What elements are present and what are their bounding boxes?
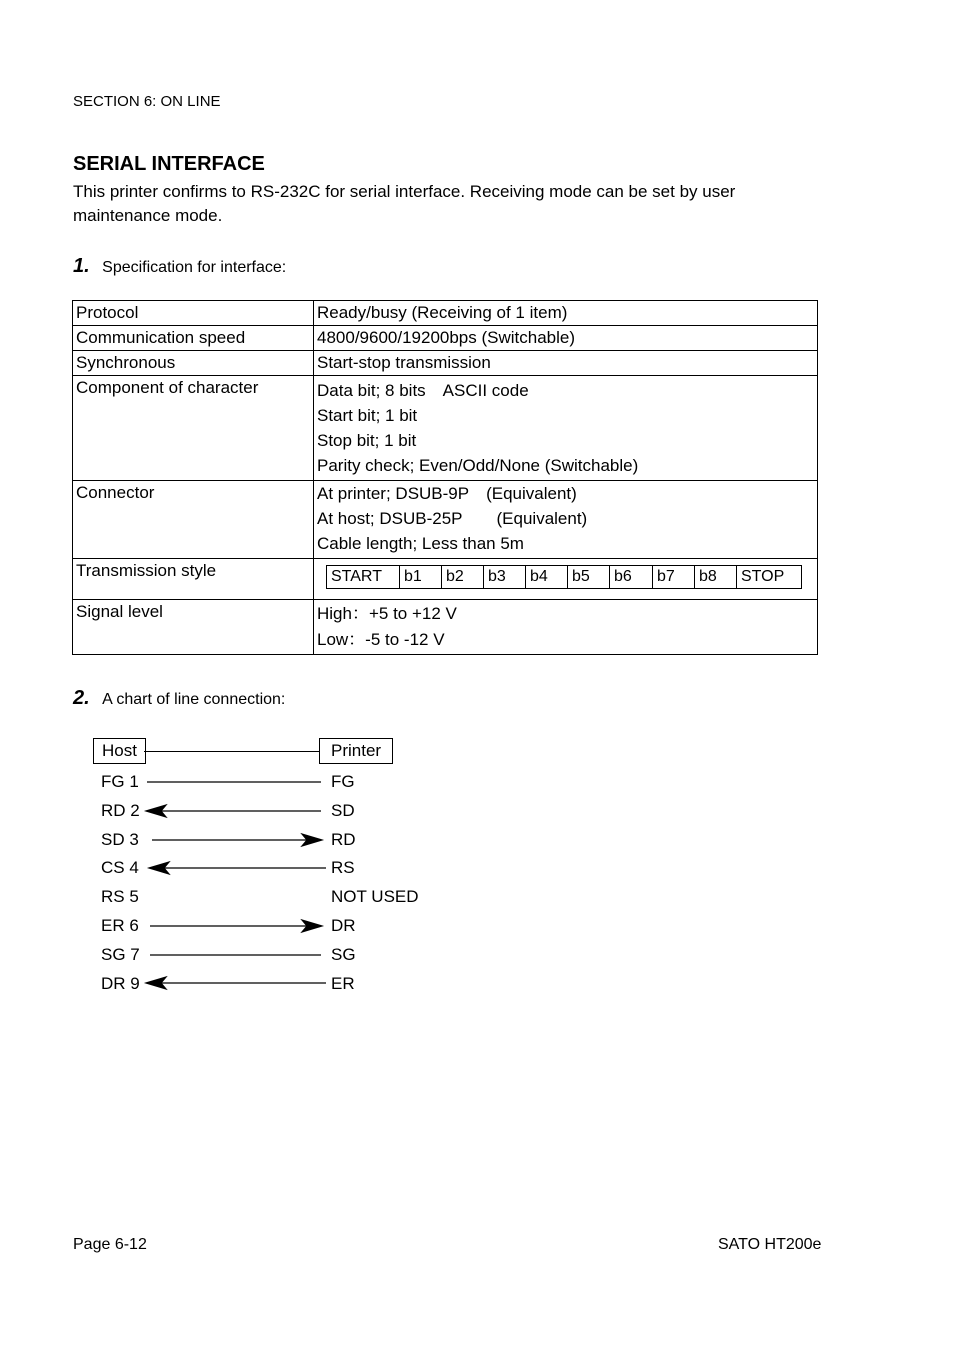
bit-cell: b2: [442, 566, 484, 588]
step-1-number: 1.: [73, 255, 90, 277]
component-label: Component of character: [73, 376, 314, 481]
host-pin: RD 2: [101, 801, 140, 820]
printer-box: Printer: [319, 738, 393, 764]
sync-value: Start-stop transmission: [314, 351, 818, 376]
printer-pin: FG: [331, 772, 355, 791]
component-line: Data bit; 8 bits ASCII code: [317, 381, 529, 400]
connector-label: Connector: [73, 481, 314, 559]
printer-pin: SD: [331, 801, 355, 820]
host-box: Host: [93, 738, 146, 764]
printer-pin: ER: [331, 974, 355, 993]
bit-cell: b6: [610, 566, 653, 588]
step-1-text: Specification for interface:: [102, 259, 287, 276]
host-pin: SG 7: [101, 945, 140, 964]
page-title: SERIAL INTERFACE: [73, 153, 265, 175]
printer-pin: RD: [331, 830, 356, 849]
page-number: Page 6-12: [73, 1236, 147, 1253]
host-pin: RS 5: [101, 887, 139, 906]
speed-label: Communication speed: [73, 326, 314, 351]
host-pin: ER 6: [101, 916, 139, 935]
host-pin: FG 1: [101, 772, 139, 791]
step-2-number: 2.: [73, 687, 90, 709]
protocol-label: Protocol: [73, 301, 314, 326]
protocol-value: Ready/busy (Receiving of 1 item): [314, 301, 818, 326]
printer-pin: DR: [331, 916, 356, 935]
component-line: Stop bit; 1 bit: [317, 431, 417, 450]
transmission-label: Transmission style: [73, 559, 314, 600]
section-header: SECTION 6: ON LINE: [73, 93, 221, 110]
connector-line: At printer; DSUB-9P (Equivalent): [317, 484, 577, 503]
bit-cell: b3: [484, 566, 526, 588]
bit-cell: b8: [695, 566, 737, 588]
component-line: Start bit; 1 bit: [317, 406, 418, 425]
connector-line: Cable length; Less than 5m: [317, 534, 524, 553]
host-pin: DR 9: [101, 974, 140, 993]
printer-pin: NOT USED: [331, 887, 419, 906]
printer-pin: RS: [331, 858, 355, 877]
sync-label: Synchronous: [73, 351, 314, 376]
signal-line: High：+5 to +12 V: [317, 604, 457, 623]
product-name: SATO HT200e: [718, 1236, 822, 1253]
bit-cell: b4: [526, 566, 568, 588]
speed-value: 4800/9600/19200bps (Switchable): [314, 326, 818, 351]
bit-cell: b7: [653, 566, 695, 588]
component-line: Parity check; Even/Odd/None (Switchable): [317, 456, 639, 475]
intro-paragraph: This printer confirms to RS-232C for serial interface. Receiving mode can be set by user maintenance mode.: [73, 182, 736, 225]
step-2-text: A chart of line connection:: [102, 691, 286, 708]
signal-label: Signal level: [73, 600, 314, 655]
bit-cell: b1: [400, 566, 442, 588]
bit-cell: STOP: [741, 568, 785, 585]
bit-cell: START: [327, 566, 400, 588]
host-pin: SD 3: [101, 830, 139, 849]
connector-line: At host; DSUB-25P (Equivalent): [317, 509, 588, 528]
bit-cell: b5: [568, 566, 610, 588]
host-pin: CS 4: [101, 858, 139, 877]
signal-line: Low：-5 to -12 V: [317, 630, 445, 649]
printer-pin: SG: [331, 945, 356, 964]
